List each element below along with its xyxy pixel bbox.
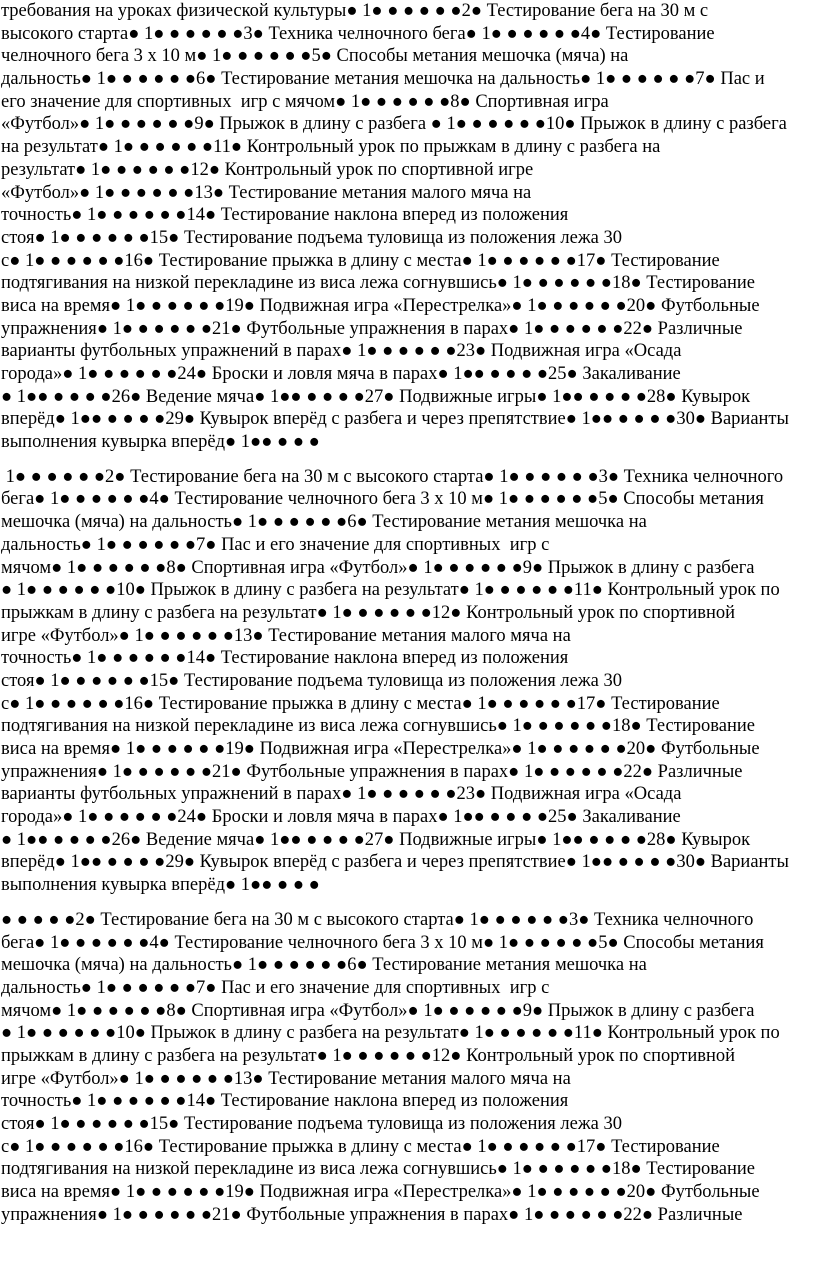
text-line: подтягивания на низкой перекладине из виса лежа согнувшись● 1● ● ● ● ● ●18● Тестирование [1,1159,755,1180]
text-line: города»● 1● ● ● ● ● ●24● Броски и ловля мяча в парах● 1●● ● ● ● ●25● Закаливание [1,364,681,384]
text-line: челночного бега 3 х 10 м● 1● ● ● ● ● ●5● Способы метания мешочка (мяча) на [1,46,629,67]
text-line: ● ● ● ● ●2● Тестирование бега на 30 м с высокого старта● 1● ● ● ● ● ●3● Техника челночного [1,909,754,930]
text-line: мячом● 1● ● ● ● ● ●8● Спортивная игра «Футбол»● 1● ● ● ● ● ●9● Прыжок в длину с разбега [1,1000,755,1021]
text-line: выполнения кувырка вперёд● 1●● ● ● ● [1,875,320,896]
text-line: с● 1● ● ● ● ● ●16● Тестирование прыжка в длину с места● 1● ● ● ● ● ●17● Тестирование [1,1136,720,1157]
text-line: дальность● 1● ● ● ● ● ●6● Тестирование метания мешочка на дальность● 1● ● ● ● ● ●7● Пас и [1,69,765,90]
text-line: ● 1● ● ● ● ● ●10● Прыжок в длину с разбега на результат● 1● ● ● ● ● ●11● Контрольный урок по [1,580,780,601]
text-block-3 [1,909,814,1227]
text-line: прыжкам в длину с разбега на результат● 1● ● ● ● ● ●12● Контрольный урок по спортивной [1,602,736,623]
text-line: его значение для спортивных игр с мячом● 1● ● ● ● ● ●8● Спортивная игра [1,91,609,112]
text-line: стоя● 1● ● ● ● ● ●15● Тестирование подъема туловища из положения лежа 30 [1,670,622,691]
text-line: игре «Футбол»● 1● ● ● ● ● ●13● Тестирование метания малого мяча на [1,1068,571,1089]
text-line: мешочка (мяча) на дальность● 1● ● ● ● ● ●6● Тестирование метания мешочка на [1,512,647,533]
text-line: подтягивания на низкой перекладине из виса лежа согнувшись● 1● ● ● ● ● ●18● Тестирование [1,273,755,294]
text-line: «Футбол»● 1● ● ● ● ● ●13● Тестирование метания малого мяча на [1,182,532,203]
text-line: стоя● 1● ● ● ● ● ●15● Тестирование подъема туловища из положения лежа 30 [1,1114,622,1134]
document-page [1,0,814,1226]
text-line: стоя● 1● ● ● ● ● ●15● Тестирование подъема туловища из положения лежа 30 [1,227,622,248]
text-line: упражнения● 1● ● ● ● ● ●21● Футбольные упражнения в парах● 1● ● ● ● ● ●22● Различные [1,318,743,339]
text-line: «Футбол»● 1● ● ● ● ● ●9● Прыжок в длину с разбега ● 1● ● ● ● ● ●10● Прыжок в длину с разбега [1,114,787,135]
text-line: вперёд● 1●● ● ● ● ●29● Кувырок вперёд с разбега и через препятствие● 1●● ● ● ● ●30● Варианты [1,409,789,430]
text-line: упражнения● 1● ● ● ● ● ●21● Футбольные упражнения в парах● 1● ● ● ● ● ●22● Различные [1,761,743,782]
text-line: выполнения кувырка вперёд● 1●● ● ● ● [1,432,320,453]
text-line: требования на уроках физической культуры● 1● ● ● ● ● ●2● Тестирование бега на 30 м с [1,1,709,21]
text-line: бега● 1● ● ● ● ● ●4● Тестирование челночного бега 3 х 10 м● 1● ● ● ● ● ●5● Способы метания [1,932,764,953]
text-line: ● 1● ● ● ● ● ●10● Прыжок в длину с разбега на результат● 1● ● ● ● ● ●11● Контрольный урок по [1,1023,780,1044]
text-line: виса на время● 1● ● ● ● ● ●19● Подвижная игра «Перестрелка»● 1● ● ● ● ● ●20● Футбольные [1,295,760,316]
text-line: 1● ● ● ● ● ●2● Тестирование бега на 30 м с высокого старта● 1● ● ● ● ● ●3● Техника челночного [1,466,784,487]
text-line: высокого старта● 1● ● ● ● ● ●3● Техника челночного бега● 1● ● ● ● ● ●4● Тестирование [1,23,715,44]
text-line: точность● 1● ● ● ● ● ●14● Тестирование наклона вперед из положения [1,205,569,226]
paragraph-gap [1,454,814,466]
text-line: ● 1●● ● ● ● ●26● Ведение мяча● 1●● ● ● ● ●27● Подвижные игры● 1●● ● ● ● ●28● Кувырок [1,829,751,850]
text-line: точность● 1● ● ● ● ● ●14● Тестирование наклона вперед из положения [1,648,569,669]
text-line: подтягивания на низкой перекладине из виса лежа согнувшись● 1● ● ● ● ● ●18● Тестирование [1,716,755,737]
text-block-2 [1,466,814,897]
text-line: дальность● 1● ● ● ● ● ●7● Пас и его значение для спортивных игр с [1,534,550,555]
text-line: варианты футбольных упражнений в парах● 1● ● ● ● ● ●23● Подвижная игра «Осада [1,784,682,805]
text-line: ● 1●● ● ● ● ●26● Ведение мяча● 1●● ● ● ● ●27● Подвижные игры● 1●● ● ● ● ●28● Кувырок [1,386,751,407]
text-line: точность● 1● ● ● ● ● ●14● Тестирование наклона вперед из положения [1,1091,569,1112]
text-line: результат● 1● ● ● ● ● ●12● Контрольный урок по спортивной игре [1,159,534,180]
text-line: игре «Футбол»● 1● ● ● ● ● ●13● Тестирование метания малого мяча на [1,625,571,646]
text-line: города»● 1● ● ● ● ● ●24● Броски и ловля мяча в парах● 1●● ● ● ● ●25● Закаливание [1,807,681,828]
text-line: упражнения● 1● ● ● ● ● ●21● Футбольные упражнения в парах● 1● ● ● ● ● ●22● Различные [1,1204,743,1225]
paragraph-gap [1,897,814,909]
text-line: дальность● 1● ● ● ● ● ●7● Пас и его значение для спортивных игр с [1,977,550,998]
text-line: виса на время● 1● ● ● ● ● ●19● Подвижная игра «Перестрелка»● 1● ● ● ● ● ●20● Футбольные [1,739,760,759]
text-line: бега● 1● ● ● ● ● ●4● Тестирование челночного бега 3 х 10 м● 1● ● ● ● ● ●5● Способы метания [1,489,764,510]
text-line: виса на время● 1● ● ● ● ● ●19● Подвижная игра «Перестрелка»● 1● ● ● ● ● ●20● Футбольные [1,1182,760,1203]
text-line: мячом● 1● ● ● ● ● ●8● Спортивная игра «Футбол»● 1● ● ● ● ● ●9● Прыжок в длину с разбега [1,557,755,578]
text-line: с● 1● ● ● ● ● ●16● Тестирование прыжка в длину с места● 1● ● ● ● ● ●17● Тестирование [1,693,720,714]
text-line: варианты футбольных упражнений в парах● 1● ● ● ● ● ●23● Подвижная игра «Осада [1,341,682,362]
text-line: на результат● 1● ● ● ● ● ●11● Контрольный урок по прыжкам в длину с разбега на [1,137,661,158]
text-line: мешочка (мяча) на дальность● 1● ● ● ● ● ●6● Тестирование метания мешочка на [1,955,647,976]
text-line: прыжкам в длину с разбега на результат● 1● ● ● ● ● ●12● Контрольный урок по спортивной [1,1045,736,1066]
text-line: вперёд● 1●● ● ● ● ●29● Кувырок вперёд с разбега и через препятствие● 1●● ● ● ● ●30● Варианты [1,852,789,873]
text-line: с● 1● ● ● ● ● ●16● Тестирование прыжка в длину с места● 1● ● ● ● ● ●17● Тестирование [1,250,720,271]
text-block-1 [1,0,814,454]
